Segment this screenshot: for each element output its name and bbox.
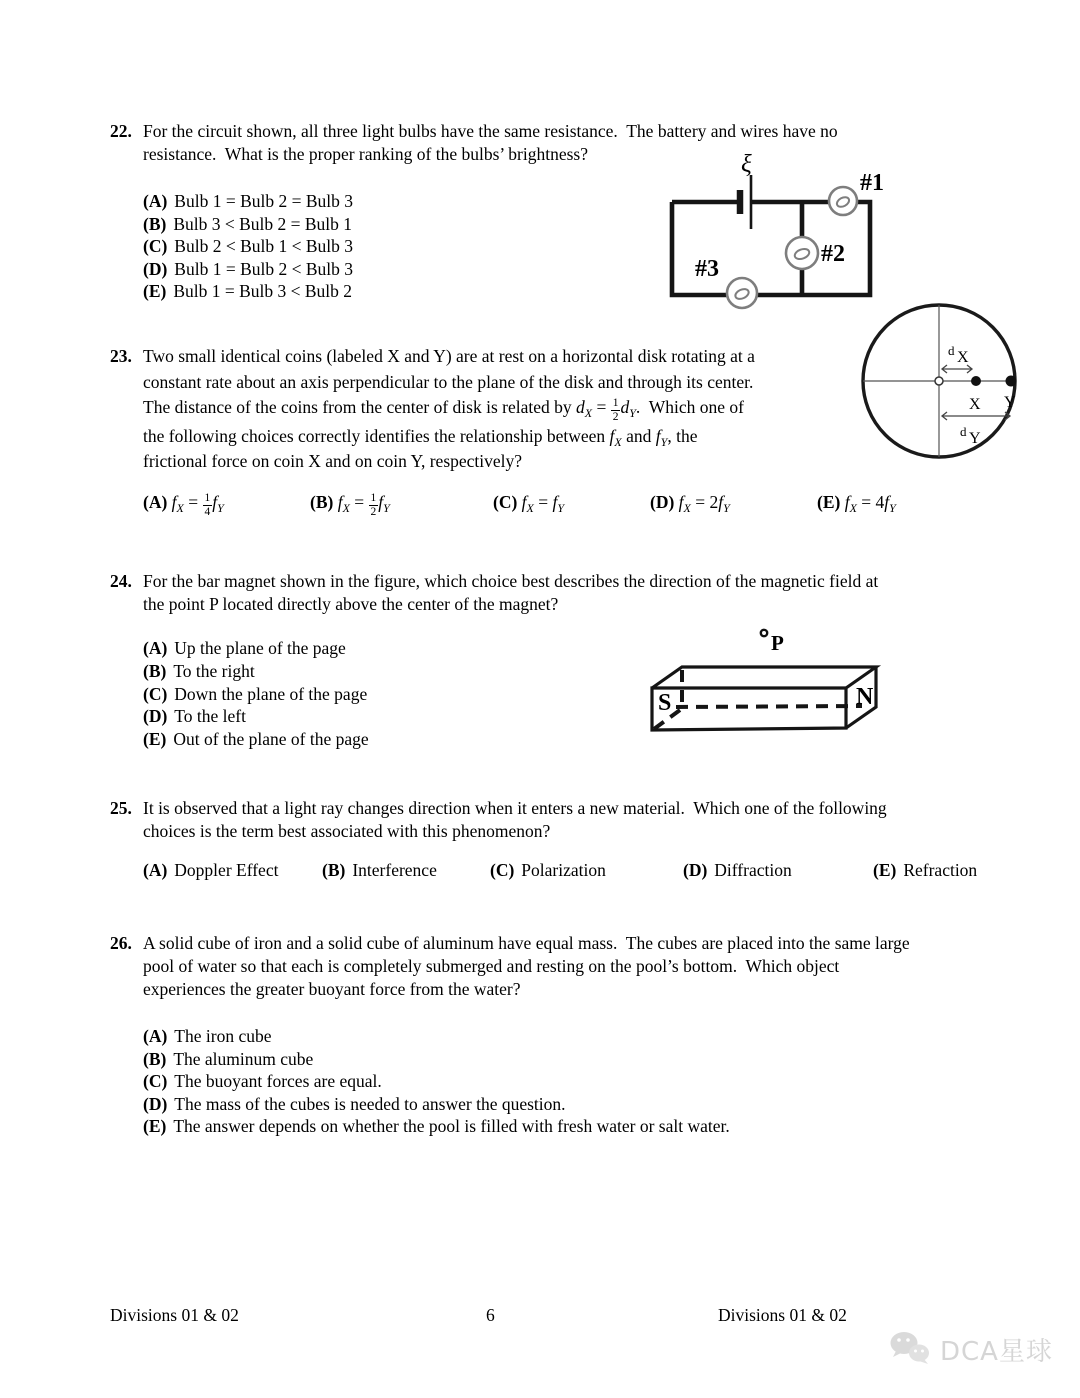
choice-text: The aluminum cube bbox=[173, 1048, 314, 1069]
choice-label: (A) bbox=[143, 860, 168, 880]
bulb-1-label: #1 bbox=[860, 170, 884, 196]
choice-row: (A) $f_X$ = $\frac{1}{4}$ $f_Y$ bbox=[143, 492, 224, 518]
question-23-number: 23. bbox=[110, 346, 132, 366]
coin-x-label: X bbox=[969, 396, 981, 413]
question-24-text bbox=[143, 570, 1015, 616]
choice-text: Polarization bbox=[521, 860, 606, 880]
choice-label: (D) bbox=[143, 706, 168, 727]
coin-y-dot bbox=[1006, 376, 1017, 387]
circuit-figure bbox=[655, 145, 907, 317]
south-pole-label: S bbox=[658, 690, 672, 716]
bulb-3-label: #3 bbox=[695, 256, 719, 282]
choice-label: (E) bbox=[143, 281, 167, 302]
choice-text: Bulb 1 = Bulb 3 < Bulb 2 bbox=[173, 281, 353, 302]
choice-text: Bulb 3 < Bulb 2 = Bulb 1 bbox=[173, 213, 353, 234]
choice-label: (B) bbox=[322, 860, 346, 880]
question-23-text bbox=[143, 344, 890, 475]
text-line: the point P located directly above the center of the magnet? bbox=[143, 594, 559, 614]
question-25-text bbox=[143, 797, 1015, 843]
wechat-icon bbox=[888, 1330, 934, 1368]
choice-row bbox=[143, 728, 369, 751]
watermark-text: DCA星球 bbox=[940, 1336, 1053, 1367]
choice-label: (E) bbox=[143, 729, 167, 750]
choice-row bbox=[143, 660, 369, 683]
choice-text: Bulb 1 = Bulb 2 = Bulb 3 bbox=[174, 191, 354, 211]
question-25-number: 25. bbox=[110, 798, 132, 818]
choice-row: (C) $f_X = f_Y$ bbox=[493, 492, 565, 515]
text-line: resistance. What is the proper ranking of the bulbs’ brightness? bbox=[143, 144, 588, 164]
choice-label: (B) bbox=[143, 1048, 167, 1069]
choice-text: Out of the plane of the page bbox=[173, 729, 369, 750]
choice-row bbox=[143, 235, 353, 258]
bulb-1-icon bbox=[829, 187, 857, 215]
text-line: choices is the term best associated with this phenomenon? bbox=[143, 821, 551, 841]
footer-page-number: 6 bbox=[486, 1305, 495, 1325]
question-24-choices bbox=[143, 637, 369, 751]
dx-label-d: d bbox=[948, 343, 955, 358]
choice-label: (E) bbox=[873, 860, 897, 880]
choice-text: The iron cube bbox=[174, 1026, 272, 1046]
choice-text: The mass of the cubes is needed to answer the question. bbox=[174, 1093, 566, 1114]
choice-text: Refraction bbox=[903, 860, 978, 880]
question-22-number: 22. bbox=[110, 121, 132, 141]
north-pole-label: N bbox=[856, 684, 874, 710]
choice-label: (A) bbox=[143, 191, 168, 211]
disk-figure bbox=[858, 296, 1076, 464]
question-23-choices bbox=[110, 492, 1040, 532]
footer-division-right: Divisions 01 & 02 bbox=[718, 1305, 847, 1325]
dy-label-d: d bbox=[960, 424, 967, 439]
choice-text: Interference bbox=[352, 860, 437, 880]
choice-row bbox=[322, 860, 437, 881]
bulb-2-icon bbox=[786, 237, 818, 269]
choice-text: Bulb 1 = Bulb 2 < Bulb 3 bbox=[174, 258, 354, 279]
question-24-number: 24. bbox=[110, 571, 132, 591]
choice-row bbox=[143, 1070, 730, 1093]
disk-center-point bbox=[935, 377, 943, 385]
choice-label: (C) bbox=[143, 236, 168, 257]
choice-text: Doppler Effect bbox=[174, 860, 279, 880]
text-line: A solid cube of iron and a solid cube of aluminum have equal mass. The cubes are placed into the same large bbox=[143, 933, 910, 953]
text-line: It is observed that a light ray changes direction when it enters a new material. Which one of the following bbox=[143, 798, 887, 818]
question-25-choices bbox=[110, 860, 1050, 886]
choice-label: (B) bbox=[143, 213, 167, 234]
question-25 bbox=[110, 797, 1015, 843]
choice-row bbox=[143, 258, 353, 281]
question-22-choices bbox=[143, 190, 353, 303]
choice-row bbox=[143, 213, 353, 236]
choice-row bbox=[143, 1093, 730, 1116]
choice-row bbox=[143, 1048, 730, 1071]
point-p-label: P bbox=[771, 631, 784, 655]
choice-text: To the right bbox=[173, 660, 255, 681]
choice-label: (E) bbox=[143, 1116, 167, 1136]
watermark bbox=[888, 1330, 1053, 1368]
question-23 bbox=[110, 344, 890, 475]
question-26-number: 26. bbox=[110, 933, 132, 953]
question-26 bbox=[110, 932, 1015, 1001]
choice-row bbox=[143, 1025, 730, 1048]
text-line: Two small identical coins (labeled X and Y) are at rest on a horizontal disk rotating at a bbox=[143, 346, 755, 366]
choice-label: (C) bbox=[143, 1071, 168, 1091]
choice-row bbox=[143, 1115, 730, 1138]
choice-text: Up the plane of the page bbox=[174, 638, 346, 658]
text-line: For the circuit shown, all three light bulbs have the same resistance. The battery and wires have no bbox=[143, 121, 838, 141]
text-line: frictional force on coin X and on coin Y, respectively? bbox=[143, 451, 523, 472]
magnet-figure bbox=[630, 618, 900, 758]
choice-text: Down the plane of the page bbox=[174, 683, 368, 704]
text-line: pool of water so that each is completely submerged and resting on the pool’s bottom. Which object bbox=[143, 956, 840, 976]
footer-division-left: Divisions 01 & 02 bbox=[110, 1305, 239, 1325]
coin-x-dot bbox=[971, 376, 981, 386]
text-line: The distance of the coins from the center of disk is related by $d_X$ = $\frac{1}{2}$ $d_Y$. Which one of bbox=[143, 397, 744, 423]
bulb-3-icon bbox=[727, 278, 757, 308]
text-line: experiences the greater buoyant force from the water? bbox=[143, 979, 521, 999]
choice-row bbox=[143, 683, 369, 706]
choice-label: (D) bbox=[683, 860, 708, 880]
text-line: For the bar magnet shown in the figure, which choice best describes the direction of the magnetic field at bbox=[143, 571, 879, 591]
choice-text: The buoyant forces are equal. bbox=[174, 1071, 382, 1091]
choice-label: (D) bbox=[143, 258, 168, 279]
choice-row bbox=[490, 860, 606, 881]
choice-label: (A) bbox=[143, 638, 168, 658]
magnet-hidden-edges bbox=[654, 670, 862, 729]
choice-text: To the left bbox=[174, 706, 246, 727]
choice-row bbox=[143, 860, 278, 881]
choice-row bbox=[143, 705, 369, 728]
choice-label: (C) bbox=[490, 860, 515, 880]
text-line: constant rate about an axis perpendicular to the plane of the disk and through its center. bbox=[143, 371, 754, 392]
choice-label: (D) bbox=[143, 1093, 168, 1114]
choice-text: Diffraction bbox=[714, 860, 792, 880]
choice-label: (B) bbox=[143, 660, 167, 681]
choice-row bbox=[683, 860, 792, 881]
choice-row bbox=[143, 637, 369, 660]
choice-row: (D) $f_X = 2f_Y$ bbox=[650, 492, 730, 515]
point-p-dot bbox=[761, 630, 767, 636]
dy-label-sub: Y bbox=[969, 430, 981, 447]
question-26-text bbox=[143, 932, 1015, 1001]
choice-text: The answer depends on whether the pool is filled with fresh water or salt water. bbox=[173, 1116, 730, 1136]
coin-y-label: Y bbox=[1004, 394, 1016, 411]
choice-row bbox=[143, 280, 353, 303]
magnet-box bbox=[652, 667, 876, 730]
choice-row bbox=[143, 190, 353, 213]
bulb-2-label: #2 bbox=[821, 241, 845, 267]
choice-label: (C) bbox=[143, 683, 168, 704]
choice-text: Bulb 2 < Bulb 1 < Bulb 3 bbox=[174, 236, 354, 257]
choice-row bbox=[873, 860, 977, 881]
emf-label: ξ bbox=[741, 151, 752, 178]
question-24 bbox=[110, 570, 1015, 616]
question-26-choices bbox=[143, 1025, 730, 1138]
choice-row: (B) $f_X$ = $\frac{1}{2}$ $f_Y$ bbox=[310, 492, 390, 518]
choice-label: (A) bbox=[143, 1026, 168, 1046]
dx-label-sub: X bbox=[957, 349, 969, 366]
text-line: the following choices correctly identifies the relationship between $f_X$ and $f_Y$, the bbox=[143, 425, 698, 449]
choice-row: (E) $f_X = 4f_Y$ bbox=[817, 492, 896, 515]
